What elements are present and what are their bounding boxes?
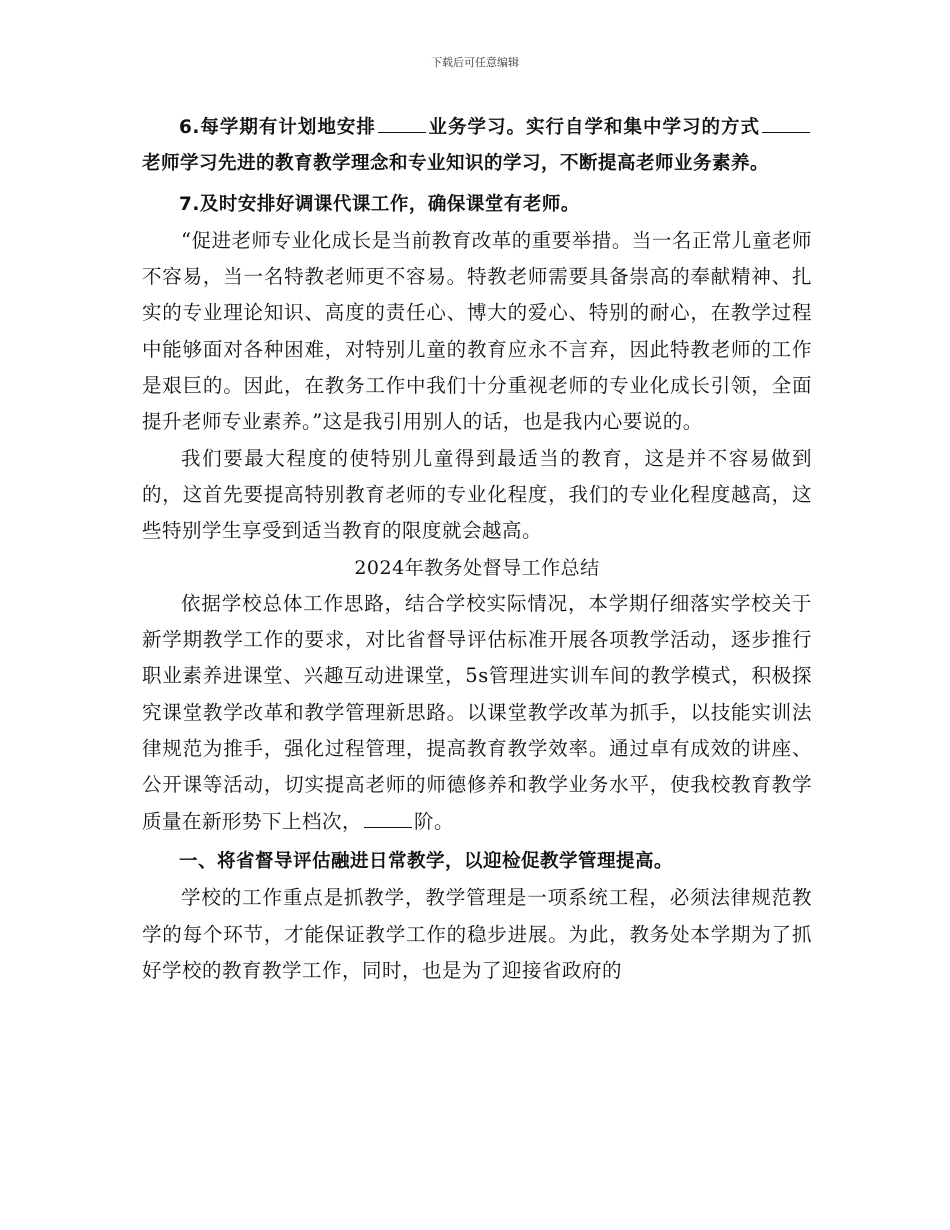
document-body <box>142 110 812 989</box>
fill-blank <box>378 114 426 134</box>
fill-blank <box>364 807 412 828</box>
quote-paragraph: “促进老师专业化成长是当前教育改革的重要举措。当一名正常儿童老师不容易，当一名特教老师更不容易。特教老师需要具备崇高的奉献精神、扎实的专业理论知识、高度的责任心、博大的爱心、特别的耐心，在教学过程中能够面对各种困难，对特别儿童的教育应永不言弃，因此特教老师的工作是艰巨的。因此，在教务工作中我们十分重视老师的专业化成长引领，全面提升老师专业素养。”这是我引用别人的话，也是我内心要说的。 <box>142 228 812 434</box>
section-title: 2024年教务处督导工作总结 <box>354 556 600 579</box>
intro-text: 依据学校总体工作思路，结合学校实际情况，本学期仔细落实学校关于新学期教学工作的要求，对比省督导评估标准开展各项教学活动，逐步推行职业素养进课堂、兴趣互动进课堂，5s管理进实训车间的教学模式，积极探究课堂教学改革和教学管理新思路。以课堂教学改革为抓手，以技能实训法律规范为推手，强化过程管理，提高教育教学效率。通过卓有成效的讲座、公开课等活动，切实提高老师的师德修养和教学业务水平，使我校教育教学质量在新形势下上档次， <box>142 591 812 833</box>
intro-end: 阶。 <box>414 809 455 833</box>
closing-paragraph: 我们要最大程度的使特别儿童得到最适当的教育，这是并不容易做到的，这首先要提高特别教育老师的专业化程度，我们的专业化程度越高，这些特别学生享受到适当教育的限度就会越高。 <box>142 446 812 543</box>
section-1-paragraph: 学校的工作重点是抓教学，教学管理是一项系统工程，必须法律规范教学的每个环节，才能保证教学工作的稳步进展。为此，教务处本学期为了抓好学校的教育教学工作，同时，也是为了迎接省政府的 <box>142 886 812 982</box>
page-header: 下载后可任意编辑 <box>431 56 519 69</box>
intro-paragraph <box>142 586 812 840</box>
item-6 <box>142 110 812 183</box>
fill-blank <box>762 114 810 134</box>
item-6-part-c: 老师学习先进的教育教学理念和专业知识的学习，不断提高老师业务素养。 <box>142 153 770 175</box>
item-6-part-a: 6.每学期有计划地安排 <box>179 117 376 138</box>
section-heading-1: 一、将省督导评估融进日常教学，以迎检促教学管理提高。 <box>179 850 674 872</box>
item-6-part-b: 业务学习。实行自学和集中学习的方式 <box>427 117 760 138</box>
item-7: 7.及时安排好调课代课工作，确保课堂有老师。 <box>179 193 580 215</box>
